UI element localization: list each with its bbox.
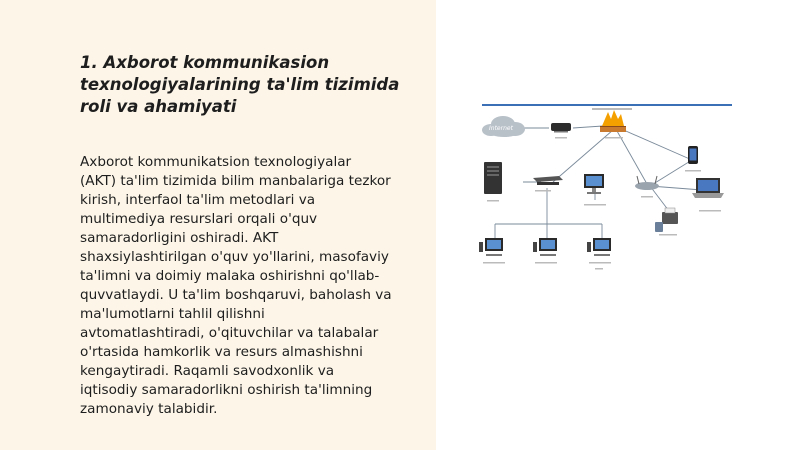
body-line: multimediya resurslari orqali o'quv: [80, 211, 318, 227]
body-line: ma'lumotlarni tahlil qilishni: [80, 306, 265, 322]
body-paragraph: [80, 153, 425, 419]
laptop-icon: [692, 178, 724, 212]
body-line: Axborot kommunikatsion texnologiyalar: [80, 154, 352, 170]
desktop-icon: [587, 238, 611, 270]
modem-icon: [551, 123, 571, 139]
body-line: (AKT) ta'lim tizimida bilim manbalariga tezkor: [80, 173, 391, 189]
body-line: avtomatlashtiradi, o'qituvchilar va talabalar: [80, 325, 379, 341]
title-line: 1. Axborot kommunikasion: [80, 53, 330, 72]
body-line: samaradorligini oshiradi. AKT: [80, 230, 279, 246]
title-line: texnologiyalarining ta'lim tizimida: [80, 75, 400, 94]
diagram-header-bar: [482, 104, 732, 106]
desktop-icon: [584, 174, 606, 206]
network-diagram: [477, 100, 737, 280]
body-line: shaxsiylashtirilgan o'quv yo'llarini, masofaviy: [80, 249, 389, 265]
cloud-label: Internet: [489, 125, 513, 132]
firewall-icon: [600, 110, 626, 139]
body-line: quvvatlaydi. U ta'lim boshqaruvi, baholash va: [80, 287, 392, 303]
server-icon: [484, 162, 502, 202]
slide-title: [80, 52, 410, 118]
body-line: o'rtasida hamkorlik va resurs almashishni: [80, 344, 363, 360]
access-point-icon: [655, 222, 663, 232]
body-line: kengaytiradi. Raqamli savodxonlik va: [80, 363, 335, 379]
title-line: roli va ahamiyati: [80, 97, 237, 116]
desktop-icon: [479, 238, 505, 264]
wireless-router-icon: [635, 176, 659, 198]
body-line: zamonaviy talabidir.: [80, 401, 218, 417]
cloud-icon: [482, 116, 525, 137]
switch-icon: [533, 176, 563, 192]
desktop-icon: [533, 238, 557, 264]
body-line: kirish, interfaol ta'lim metodlari va: [80, 192, 316, 208]
smartphone-icon: [685, 146, 701, 172]
body-line: ta'limni va doimiy malaka oshirishni qo'llab-: [80, 268, 380, 284]
body-line: iqtisodiy samaradorlikni oshirish ta'limning: [80, 382, 373, 398]
